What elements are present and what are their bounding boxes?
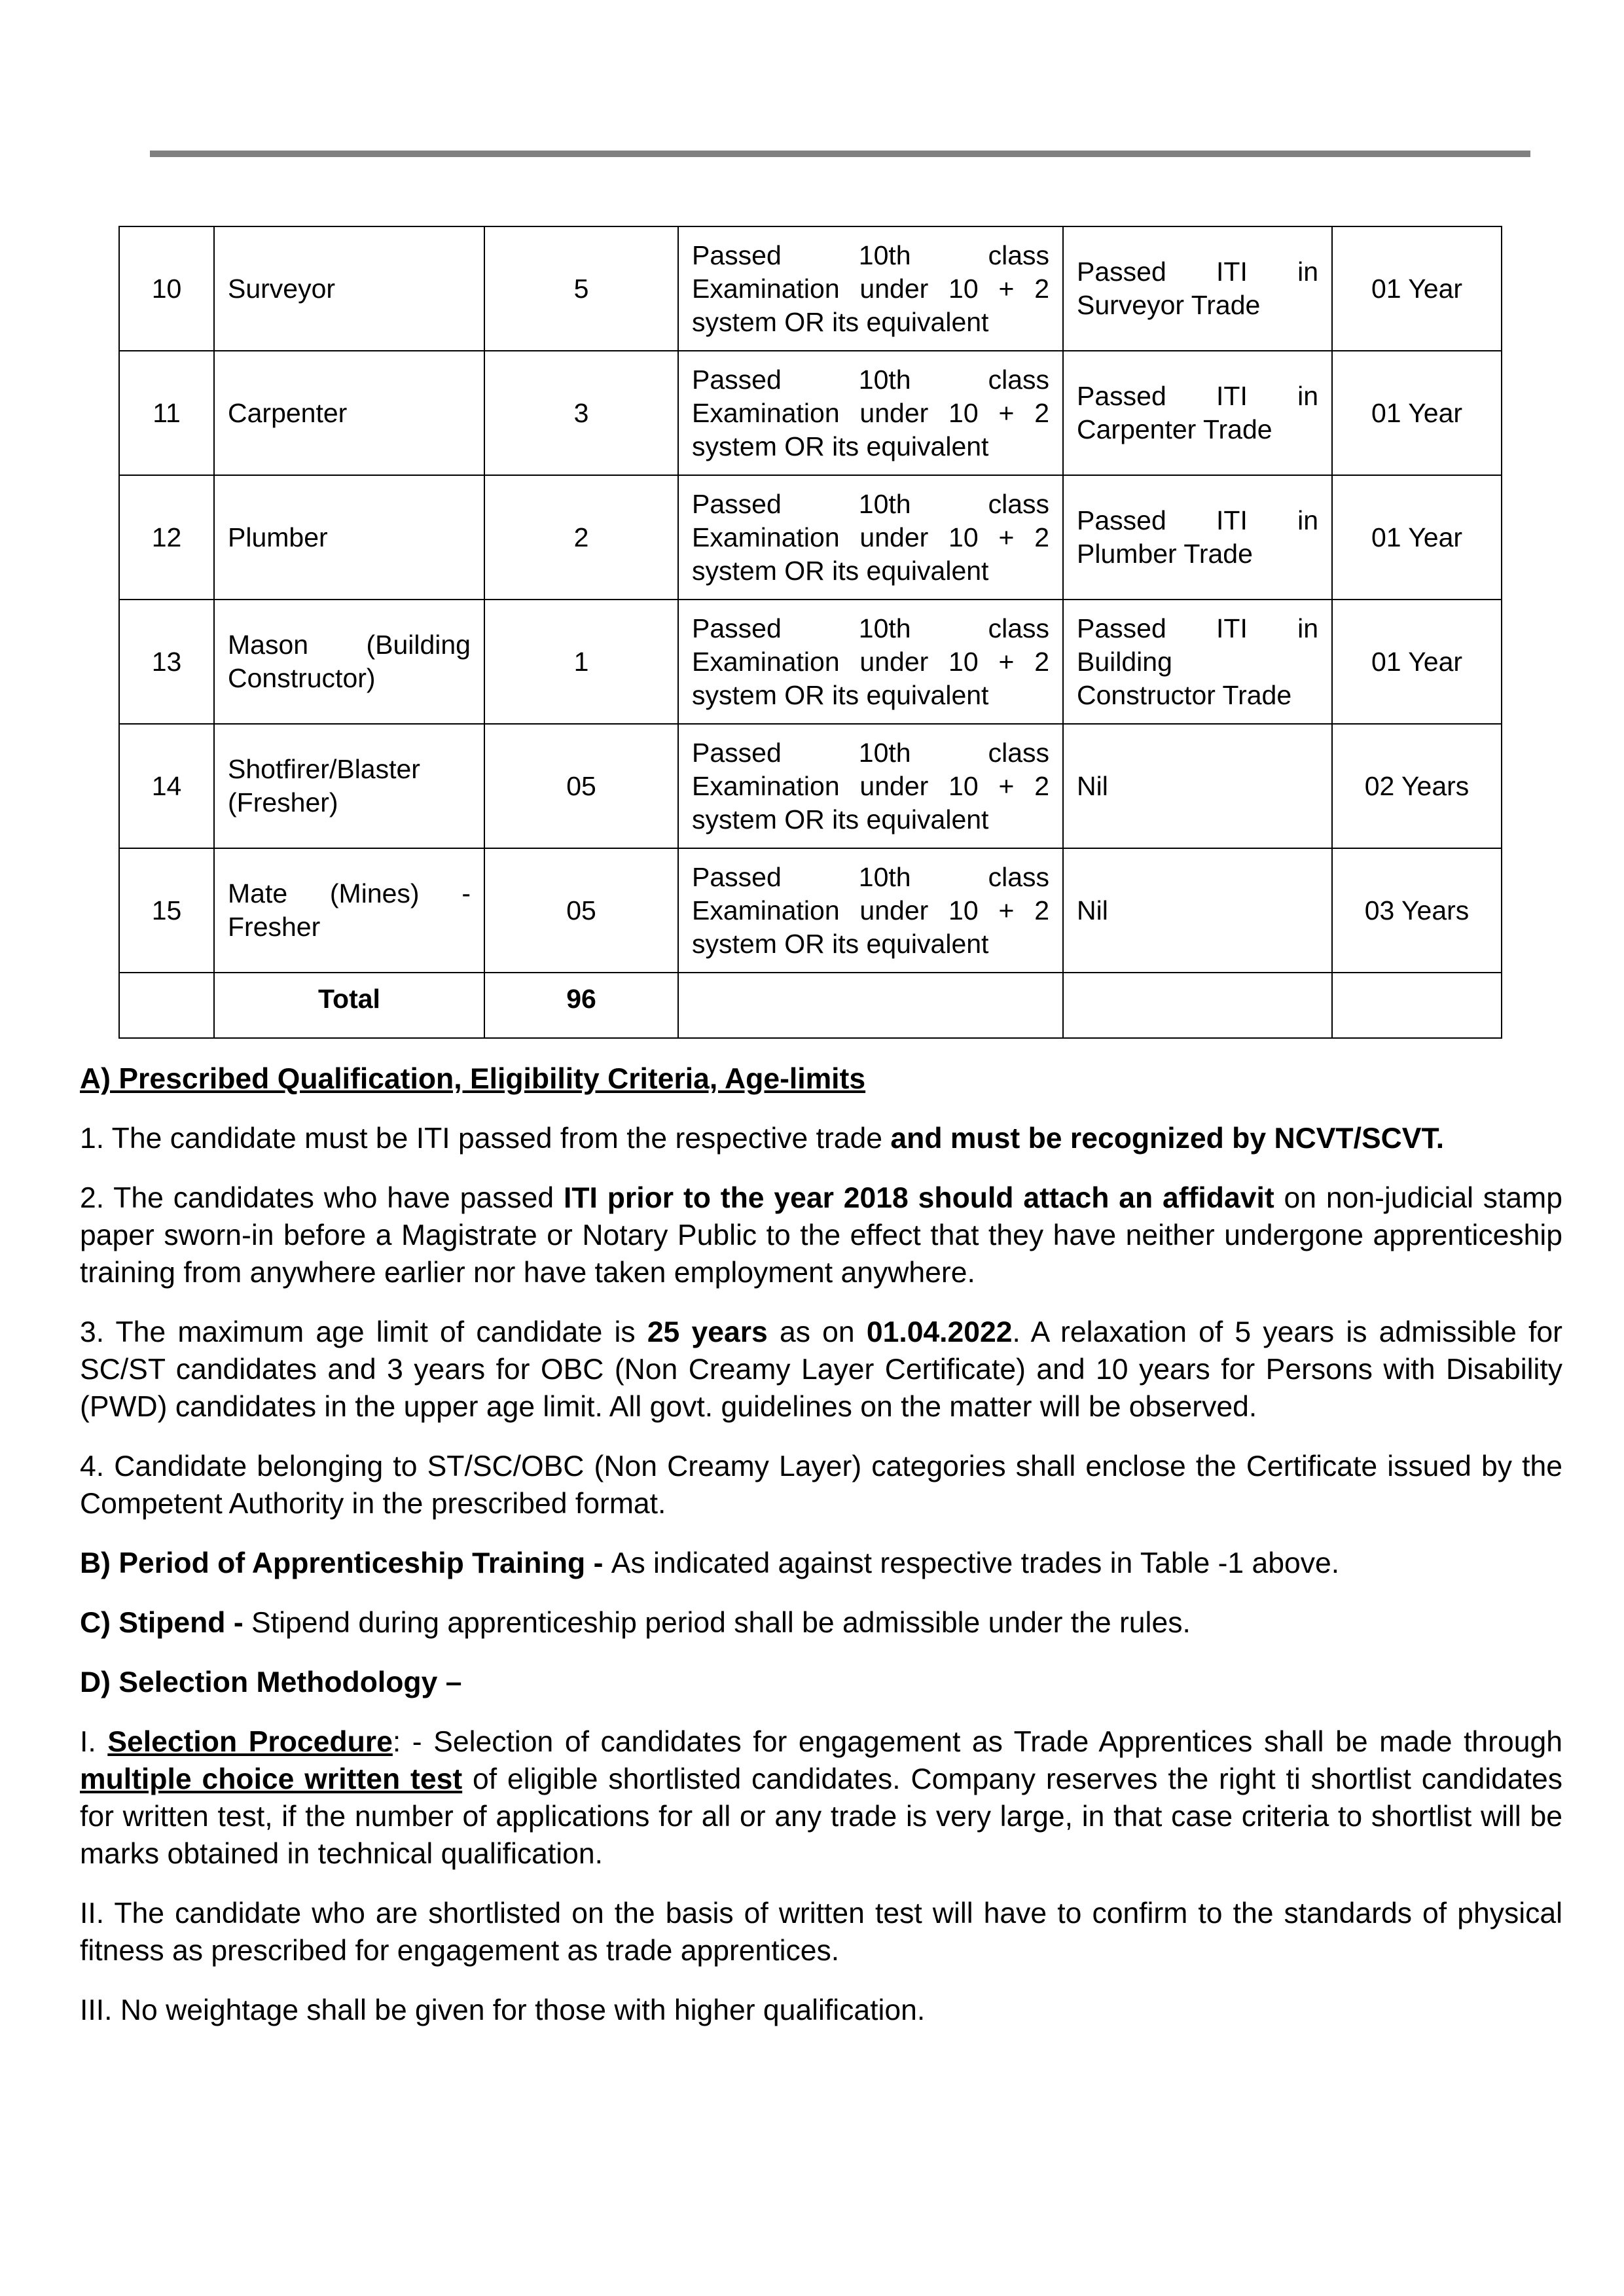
table-row	[119, 226, 1502, 351]
iti-qualification-cell: Passed ITI in Plumber Trade	[1063, 475, 1332, 600]
serial-number-cell: 10	[119, 226, 214, 351]
section-a-point-1: 1. The candidate must be ITI passed from the respective trade and must be recognized by NCVT/SCVT.	[80, 1122, 1445, 1155]
iti-qualification-cell: Passed ITI in Surveyor Trade	[1063, 226, 1332, 351]
serial-number-cell: 13	[119, 600, 214, 724]
training-period-cell: 02 Years	[1332, 724, 1502, 848]
seats-cell: 2	[484, 475, 678, 600]
trade-name-cell: Mason (Building Constructor)	[214, 600, 484, 724]
section-d-point-3: III. No weightage shall be given for those with higher qualification.	[80, 1994, 926, 2026]
iti-qualification-cell: Passed ITI in Building Constructor Trade	[1063, 600, 1332, 724]
qualification-cell: Passed 10th class Examination under 10 + 2 system OR its equivalent	[678, 351, 1063, 475]
section-c: C) Stipend - Stipend during apprenticeship period shall be admissible under the rules.	[80, 1607, 1191, 1639]
trade-name-cell: Carpenter	[214, 351, 484, 475]
trades-table	[118, 226, 1502, 1039]
section-d-heading: D) Selection Methodology –	[80, 1666, 462, 1698]
training-period-cell: 01 Year	[1332, 600, 1502, 724]
seats-cell: 1	[484, 600, 678, 724]
table-row	[119, 600, 1502, 724]
qualification-cell: Passed 10th class Examination under 10 + 2 system OR its equivalent	[678, 226, 1063, 351]
qualification-cell: Passed 10th class Examination under 10 + 2 system OR its equivalent	[678, 600, 1063, 724]
seats-cell: 3	[484, 351, 678, 475]
training-period-cell: 01 Year	[1332, 475, 1502, 600]
section-b: B) Period of Apprenticeship Training - As indicated against respective trades in Table -1 above.	[80, 1547, 1340, 1579]
document-body	[80, 1060, 1562, 2051]
total-value: 96	[484, 973, 678, 1038]
total-label: Total	[214, 973, 484, 1038]
qualification-cell: Passed 10th class Examination under 10 + 2 system OR its equivalent	[678, 848, 1063, 973]
iti-qualification-cell: Nil	[1063, 848, 1332, 973]
seats-cell: 05	[484, 848, 678, 973]
trade-name-cell: Shotfirer/Blaster (Fresher)	[214, 724, 484, 848]
table-total-row	[119, 973, 1502, 1038]
top-horizontal-rule	[150, 151, 1530, 157]
serial-number-cell: 12	[119, 475, 214, 600]
iti-qualification-cell: Passed ITI in Carpenter Trade	[1063, 351, 1332, 475]
table-row	[119, 351, 1502, 475]
section-a-heading: A) Prescribed Qualification, Eligibility Criteria, Age-limits	[80, 1063, 866, 1095]
section-a-point-3: 3. The maximum age limit of candidate is 25 years as on 01.04.2022. A relaxation of 5 years is admissible for SC/ST candidates and 3 years for OBC (Non Creamy Layer Certificate) and 10 years for Persons with Disability (PWD) candidates in the upper age limit. All govt. guidelines on the matter will be observed.	[80, 1316, 1562, 1423]
table-row	[119, 475, 1502, 600]
section-a-point-2: 2. The candidates who have passed ITI prior to the year 2018 should attach an affidavit on non-judicial stamp paper sworn-in before a Magistrate or Notary Public to the effect that they have neither undergone apprenticeship training from anywhere earlier nor have taken employment anywhere.	[80, 1182, 1562, 1289]
serial-number-cell: 11	[119, 351, 214, 475]
training-period-cell: 01 Year	[1332, 351, 1502, 475]
training-period-cell: 01 Year	[1332, 226, 1502, 351]
serial-number-cell: 14	[119, 724, 214, 848]
seats-cell: 5	[484, 226, 678, 351]
qualification-cell: Passed 10th class Examination under 10 + 2 system OR its equivalent	[678, 475, 1063, 600]
trade-name-cell: Plumber	[214, 475, 484, 600]
section-d-point-2: II. The candidate who are shortlisted on the basis of written test will have to confirm to the standards of physical fitness as prescribed for engagement as trade apprentices.	[80, 1897, 1562, 1967]
trade-name-cell: Mate (Mines) - Fresher	[214, 848, 484, 973]
iti-qualification-cell: Nil	[1063, 724, 1332, 848]
training-period-cell: 03 Years	[1332, 848, 1502, 973]
table-row	[119, 724, 1502, 848]
trade-name-cell: Surveyor	[214, 226, 484, 351]
section-a-point-4: 4. Candidate belonging to ST/SC/OBC (Non Creamy Layer) categories shall enclose the Certificate issued by the Competent Authority in the prescribed format.	[80, 1450, 1562, 1520]
serial-number-cell: 15	[119, 848, 214, 973]
qualification-cell: Passed 10th class Examination under 10 + 2 system OR its equivalent	[678, 724, 1063, 848]
seats-cell: 05	[484, 724, 678, 848]
section-d-point-1: I. Selection Procedure: - Selection of candidates for engagement as Trade Apprentices shall be made through multiple choice written test of eligible shortlisted candidates. Company reserves the right ti shortlist candidates for written test, if the number of applications for all or any trade is very large, in that case criteria to shortlist will be marks obtained in technical qualification.	[80, 1726, 1563, 1870]
table-row	[119, 848, 1502, 973]
